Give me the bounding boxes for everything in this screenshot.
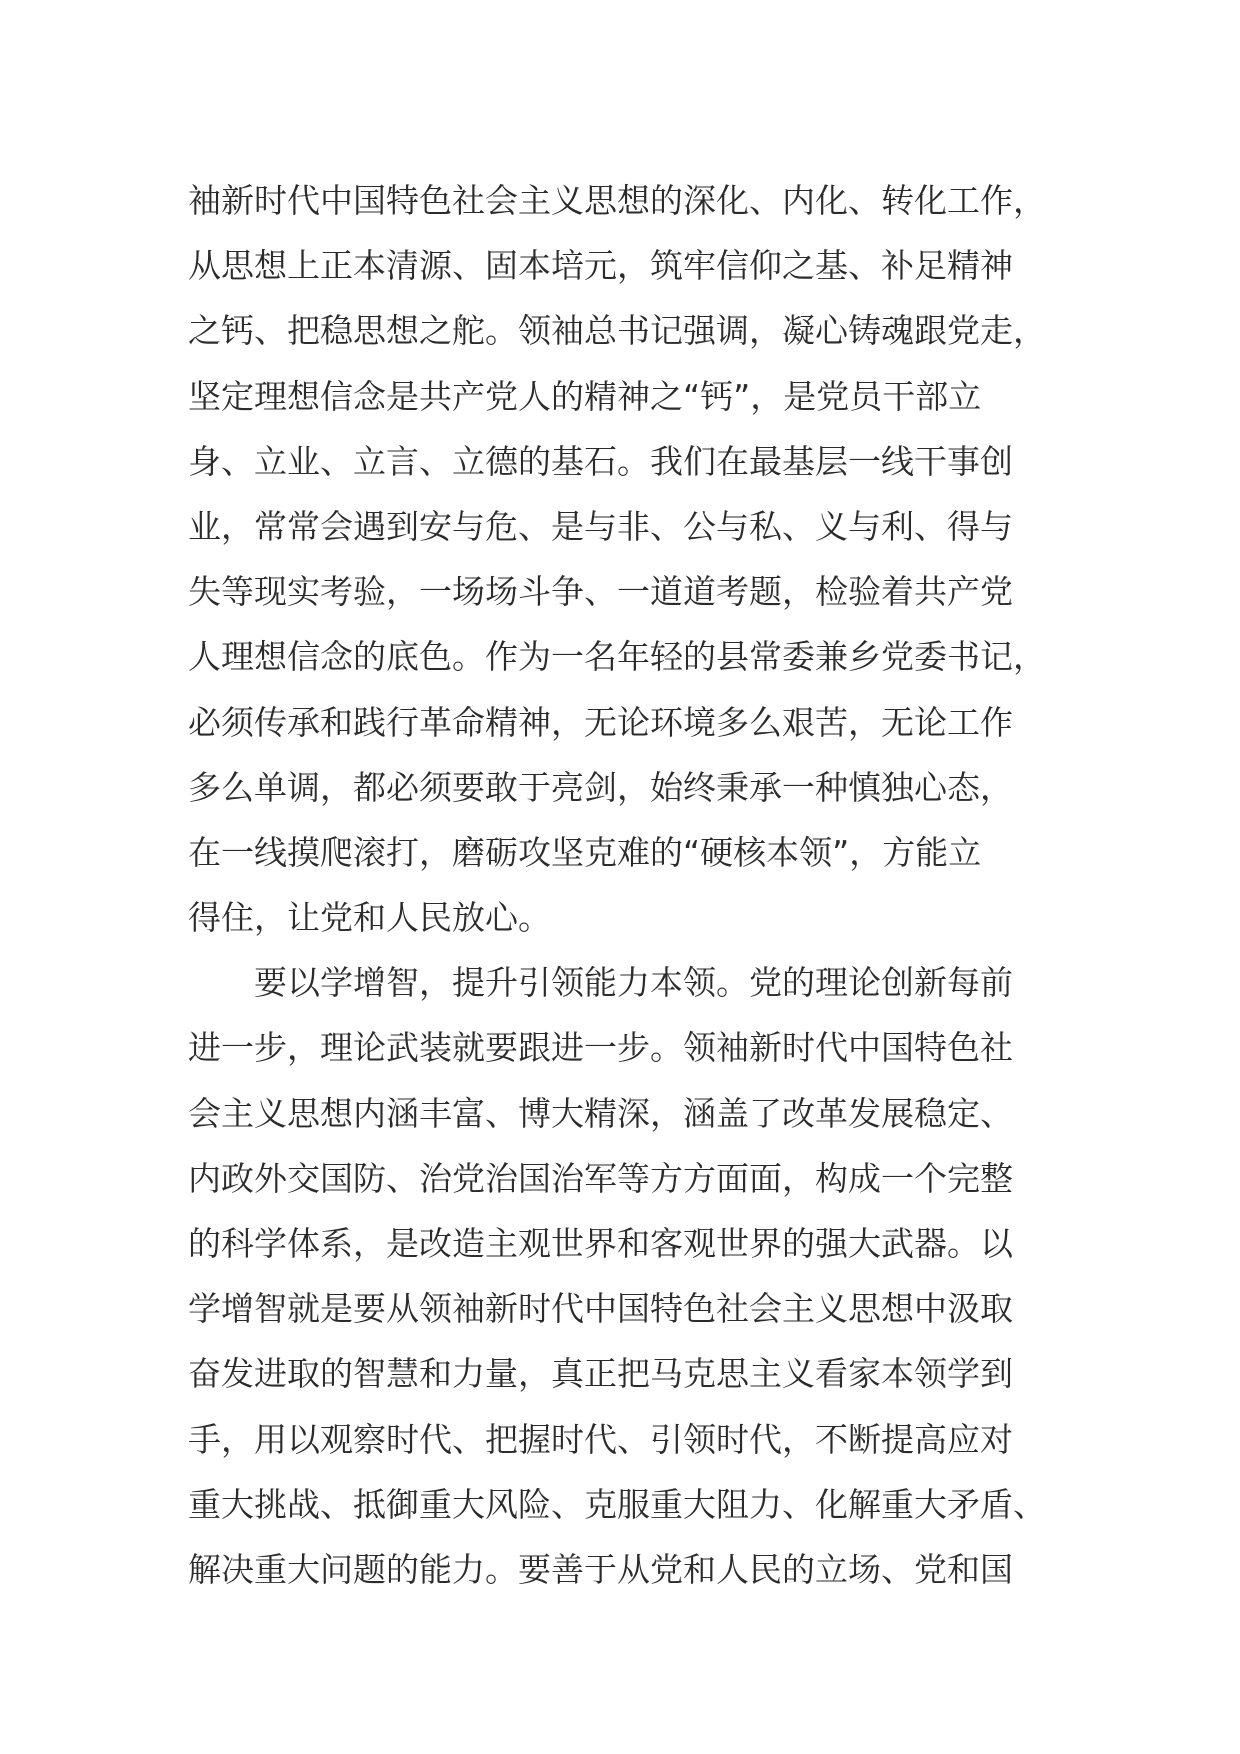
paragraph-start-line: 要以学增智，提升引领能力本领。党的理论创新每前 — [188, 963, 1013, 1003]
text-line: 人理想信念的底色。作为一名年轻的县常委兼乡党委书记， — [188, 637, 1046, 677]
text-line: 必须传承和践行革命精神，无论环境多么艰苦，无论工作 — [188, 702, 1013, 742]
body-text — [188, 168, 1068, 1602]
text-line: 手，用以观察时代、把握时代、引领时代，不断提高应对 — [188, 1419, 1013, 1459]
text-line: 坚定理想信念是共产党人的精神之“钙”，是党员干部立 — [188, 376, 982, 416]
text-line: 业，常常会遇到安与危、是与非、公与私、义与利、得与 — [188, 506, 1013, 546]
text-line: 身、立业、立言、立德的基石。我们在最基层一线干事创 — [188, 441, 1013, 481]
text-line: 解决重大问题的能力。要善于从党和人民的立场、党和国 — [188, 1549, 1013, 1589]
text-line: 学增智就是要从领袖新时代中国特色社会主义思想中汲取 — [188, 1289, 1013, 1329]
text-line: 奋发进取的智慧和力量，真正把马克思主义看家本领学到 — [188, 1354, 1013, 1394]
text-line: 从思想上正本清源、固本培元，筑牢信仰之基、补足精神 — [188, 246, 1013, 286]
text-line: 袖新时代中国特色社会主义思想的深化、内化、转化工作， — [188, 181, 1046, 220]
text-line: 失等现实考验，一场场斗争、一道道考题，检验着共产党 — [188, 572, 1013, 612]
text-line: 内政外交国防、治党治国治军等方方面面，构成一个完整 — [188, 1158, 1013, 1198]
text-line: 得住，让党和人民放心。 — [188, 898, 551, 938]
text-line: 在一线摸爬滚打，磨砺攻坚克难的“硬核本领”，方能立 — [188, 832, 982, 872]
text-line: 之钙、把稳思想之舵。领袖总书记强调，凝心铸魂跟党走， — [188, 311, 1046, 351]
text-line: 重大挑战、抵御重大风险、克服重大阻力、化解重大矛盾、 — [188, 1484, 1046, 1524]
text-line: 会主义思想内涵丰富、博大精深，涵盖了改革发展稳定、 — [188, 1093, 1013, 1133]
text-line: 多么单调，都必须要敢于亮剑，始终秉承一种慎独心态， — [188, 767, 1013, 807]
text-line: 进一步，理论武装就要跟进一步。领袖新时代中国特色社 — [188, 1028, 1013, 1068]
text-line: 的科学体系，是改造主观世界和客观世界的强大武器。以 — [188, 1224, 1013, 1263]
